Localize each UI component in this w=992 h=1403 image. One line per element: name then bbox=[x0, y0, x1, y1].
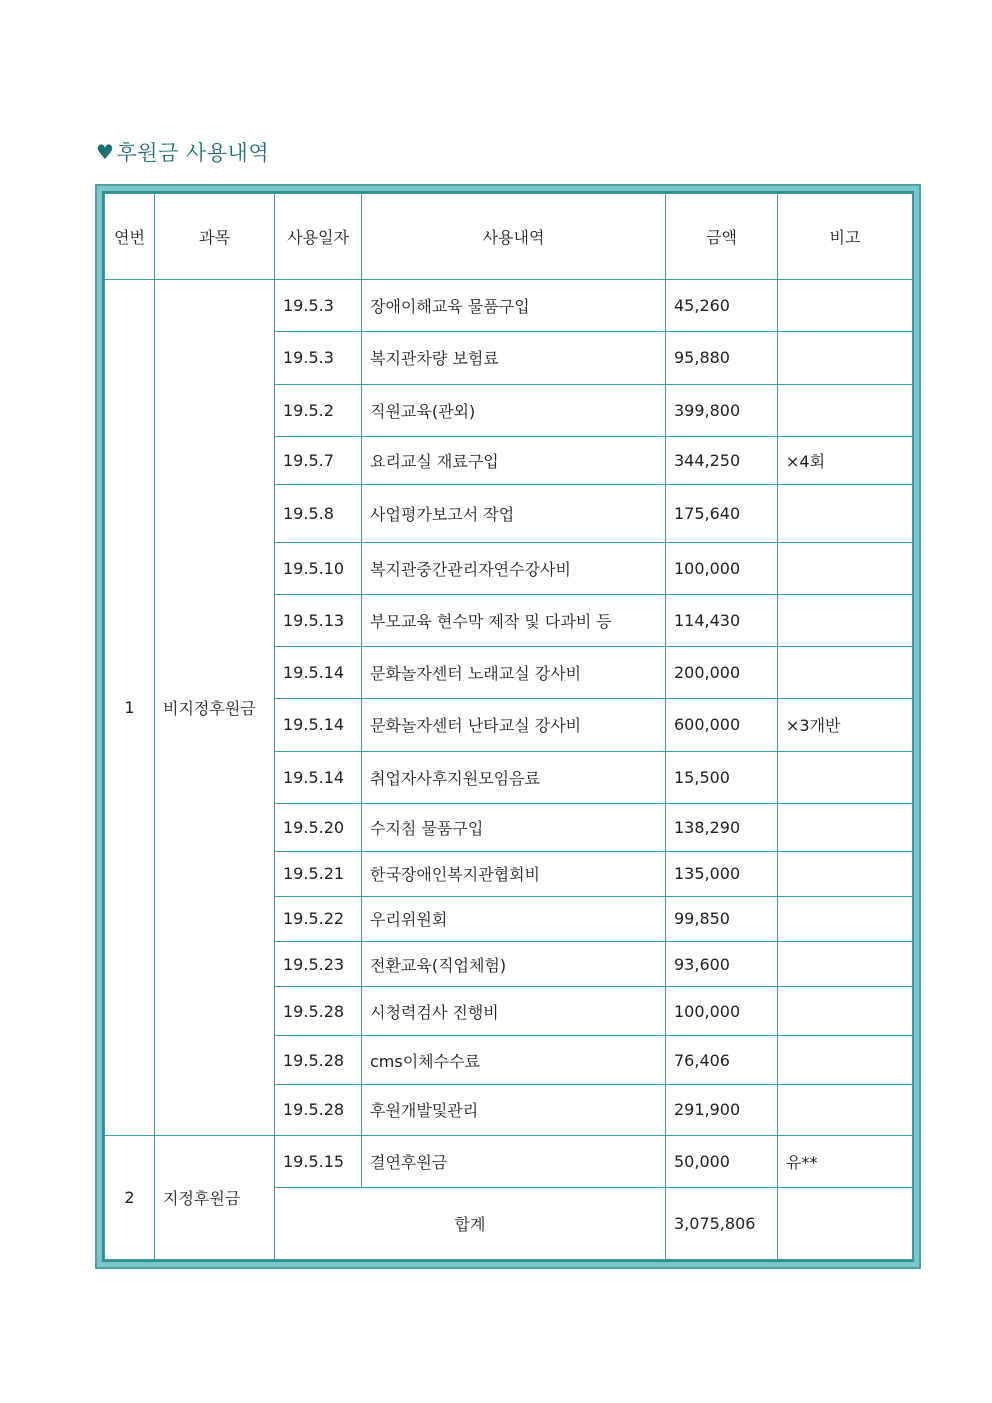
total-amount-cell: 3,075,806 bbox=[666, 1187, 778, 1259]
header-row bbox=[105, 194, 913, 280]
amount-cell: 344,250 bbox=[666, 436, 778, 484]
note-cell bbox=[778, 942, 913, 987]
date-cell: 19.5.8 bbox=[275, 484, 362, 542]
description-cell: 수지침 물품구입 bbox=[362, 803, 666, 851]
date-cell: 19.5.22 bbox=[275, 896, 362, 941]
date-cell: 19.5.15 bbox=[275, 1135, 362, 1187]
donation-usage-table bbox=[104, 193, 913, 1260]
note-cell bbox=[778, 647, 913, 699]
row-number-cell: 2 bbox=[105, 1135, 155, 1259]
amount-cell: 135,000 bbox=[666, 851, 778, 896]
note-cell bbox=[778, 1085, 913, 1135]
date-cell: 19.5.28 bbox=[275, 987, 362, 1036]
amount-cell: 291,900 bbox=[666, 1085, 778, 1135]
amount-cell: 76,406 bbox=[666, 1036, 778, 1085]
note-cell bbox=[778, 751, 913, 803]
date-cell: 19.5.13 bbox=[275, 595, 362, 647]
date-cell: 19.5.14 bbox=[275, 751, 362, 803]
description-cell: cms이체수수료 bbox=[362, 1036, 666, 1085]
total-label-cell: 합계 bbox=[275, 1187, 666, 1259]
note-cell: ×3개반 bbox=[778, 699, 913, 751]
description-cell: 시청력검사 진행비 bbox=[362, 987, 666, 1036]
amount-cell: 50,000 bbox=[666, 1135, 778, 1187]
date-cell: 19.5.14 bbox=[275, 647, 362, 699]
description-cell: 복지관중간관리자연수강사비 bbox=[362, 542, 666, 594]
subject-cell: 지정후원금 bbox=[155, 1135, 275, 1259]
description-cell: 결연후원금 bbox=[362, 1135, 666, 1187]
note-cell bbox=[778, 595, 913, 647]
description-cell: 문화놀자센터 난타교실 강사비 bbox=[362, 699, 666, 751]
description-cell: 문화놀자센터 노래교실 강사비 bbox=[362, 647, 666, 699]
amount-cell: 399,800 bbox=[666, 384, 778, 436]
note-cell: ×4회 bbox=[778, 436, 913, 484]
header-cell-no: 연번 bbox=[105, 194, 155, 280]
note-cell bbox=[778, 896, 913, 941]
row-number-cell: 1 bbox=[105, 280, 155, 1135]
description-cell: 후원개발및관리 bbox=[362, 1085, 666, 1135]
description-cell: 사업평가보고서 작업 bbox=[362, 484, 666, 542]
date-cell: 19.5.3 bbox=[275, 332, 362, 384]
date-cell: 19.5.23 bbox=[275, 942, 362, 987]
note-cell bbox=[778, 484, 913, 542]
date-cell: 19.5.7 bbox=[275, 436, 362, 484]
amount-cell: 175,640 bbox=[666, 484, 778, 542]
amount-cell: 138,290 bbox=[666, 803, 778, 851]
header-cell-date: 사용일자 bbox=[275, 194, 362, 280]
amount-cell: 95,880 bbox=[666, 332, 778, 384]
description-cell: 직원교육(관외) bbox=[362, 384, 666, 436]
amount-cell: 45,260 bbox=[666, 280, 778, 332]
note-cell bbox=[778, 803, 913, 851]
description-cell: 한국장애인복지관협회비 bbox=[362, 851, 666, 896]
page-title bbox=[96, 137, 269, 167]
date-cell: 19.5.10 bbox=[275, 542, 362, 594]
subject-cell: 비지정후원금 bbox=[155, 280, 275, 1135]
note-cell bbox=[778, 332, 913, 384]
date-cell: 19.5.28 bbox=[275, 1036, 362, 1085]
date-cell: 19.5.20 bbox=[275, 803, 362, 851]
note-cell: 유** bbox=[778, 1135, 913, 1187]
date-cell: 19.5.28 bbox=[275, 1085, 362, 1135]
description-cell: 우리위원회 bbox=[362, 896, 666, 941]
note-cell bbox=[778, 987, 913, 1036]
description-cell: 복지관차량 보험료 bbox=[362, 332, 666, 384]
description-cell: 전환교육(직업체험) bbox=[362, 942, 666, 987]
amount-cell: 600,000 bbox=[666, 699, 778, 751]
description-cell: 장애이해교육 물품구입 bbox=[362, 280, 666, 332]
header-cell-note: 비고 bbox=[778, 194, 913, 280]
table-row bbox=[105, 280, 913, 332]
header-cell-subject: 과목 bbox=[155, 194, 275, 280]
table-frame bbox=[95, 184, 921, 1269]
amount-cell: 200,000 bbox=[666, 647, 778, 699]
amount-cell: 93,600 bbox=[666, 942, 778, 987]
amount-cell: 114,430 bbox=[666, 595, 778, 647]
note-cell bbox=[778, 280, 913, 332]
amount-cell: 100,000 bbox=[666, 987, 778, 1036]
note-cell bbox=[778, 851, 913, 896]
amount-cell: 15,500 bbox=[666, 751, 778, 803]
note-cell bbox=[778, 384, 913, 436]
description-cell: 부모교육 현수막 제작 및 다과비 등 bbox=[362, 595, 666, 647]
description-cell: 요리교실 재료구입 bbox=[362, 436, 666, 484]
date-cell: 19.5.21 bbox=[275, 851, 362, 896]
amount-cell: 100,000 bbox=[666, 542, 778, 594]
page-title-text: 후원금 사용내역 bbox=[116, 141, 270, 165]
heart-icon: ♥ bbox=[96, 140, 115, 164]
description-cell: 취업자사후지원모임음료 bbox=[362, 751, 666, 803]
date-cell: 19.5.2 bbox=[275, 384, 362, 436]
table-row bbox=[105, 1135, 913, 1187]
note-cell bbox=[778, 1036, 913, 1085]
header-cell-desc: 사용내역 bbox=[362, 194, 666, 280]
header-cell-amount: 금액 bbox=[666, 194, 778, 280]
table-body bbox=[105, 194, 913, 1260]
total-note-cell bbox=[778, 1187, 913, 1259]
table-frame-inner bbox=[102, 191, 914, 1262]
date-cell: 19.5.3 bbox=[275, 280, 362, 332]
date-cell: 19.5.14 bbox=[275, 699, 362, 751]
amount-cell: 99,850 bbox=[666, 896, 778, 941]
note-cell bbox=[778, 542, 913, 594]
